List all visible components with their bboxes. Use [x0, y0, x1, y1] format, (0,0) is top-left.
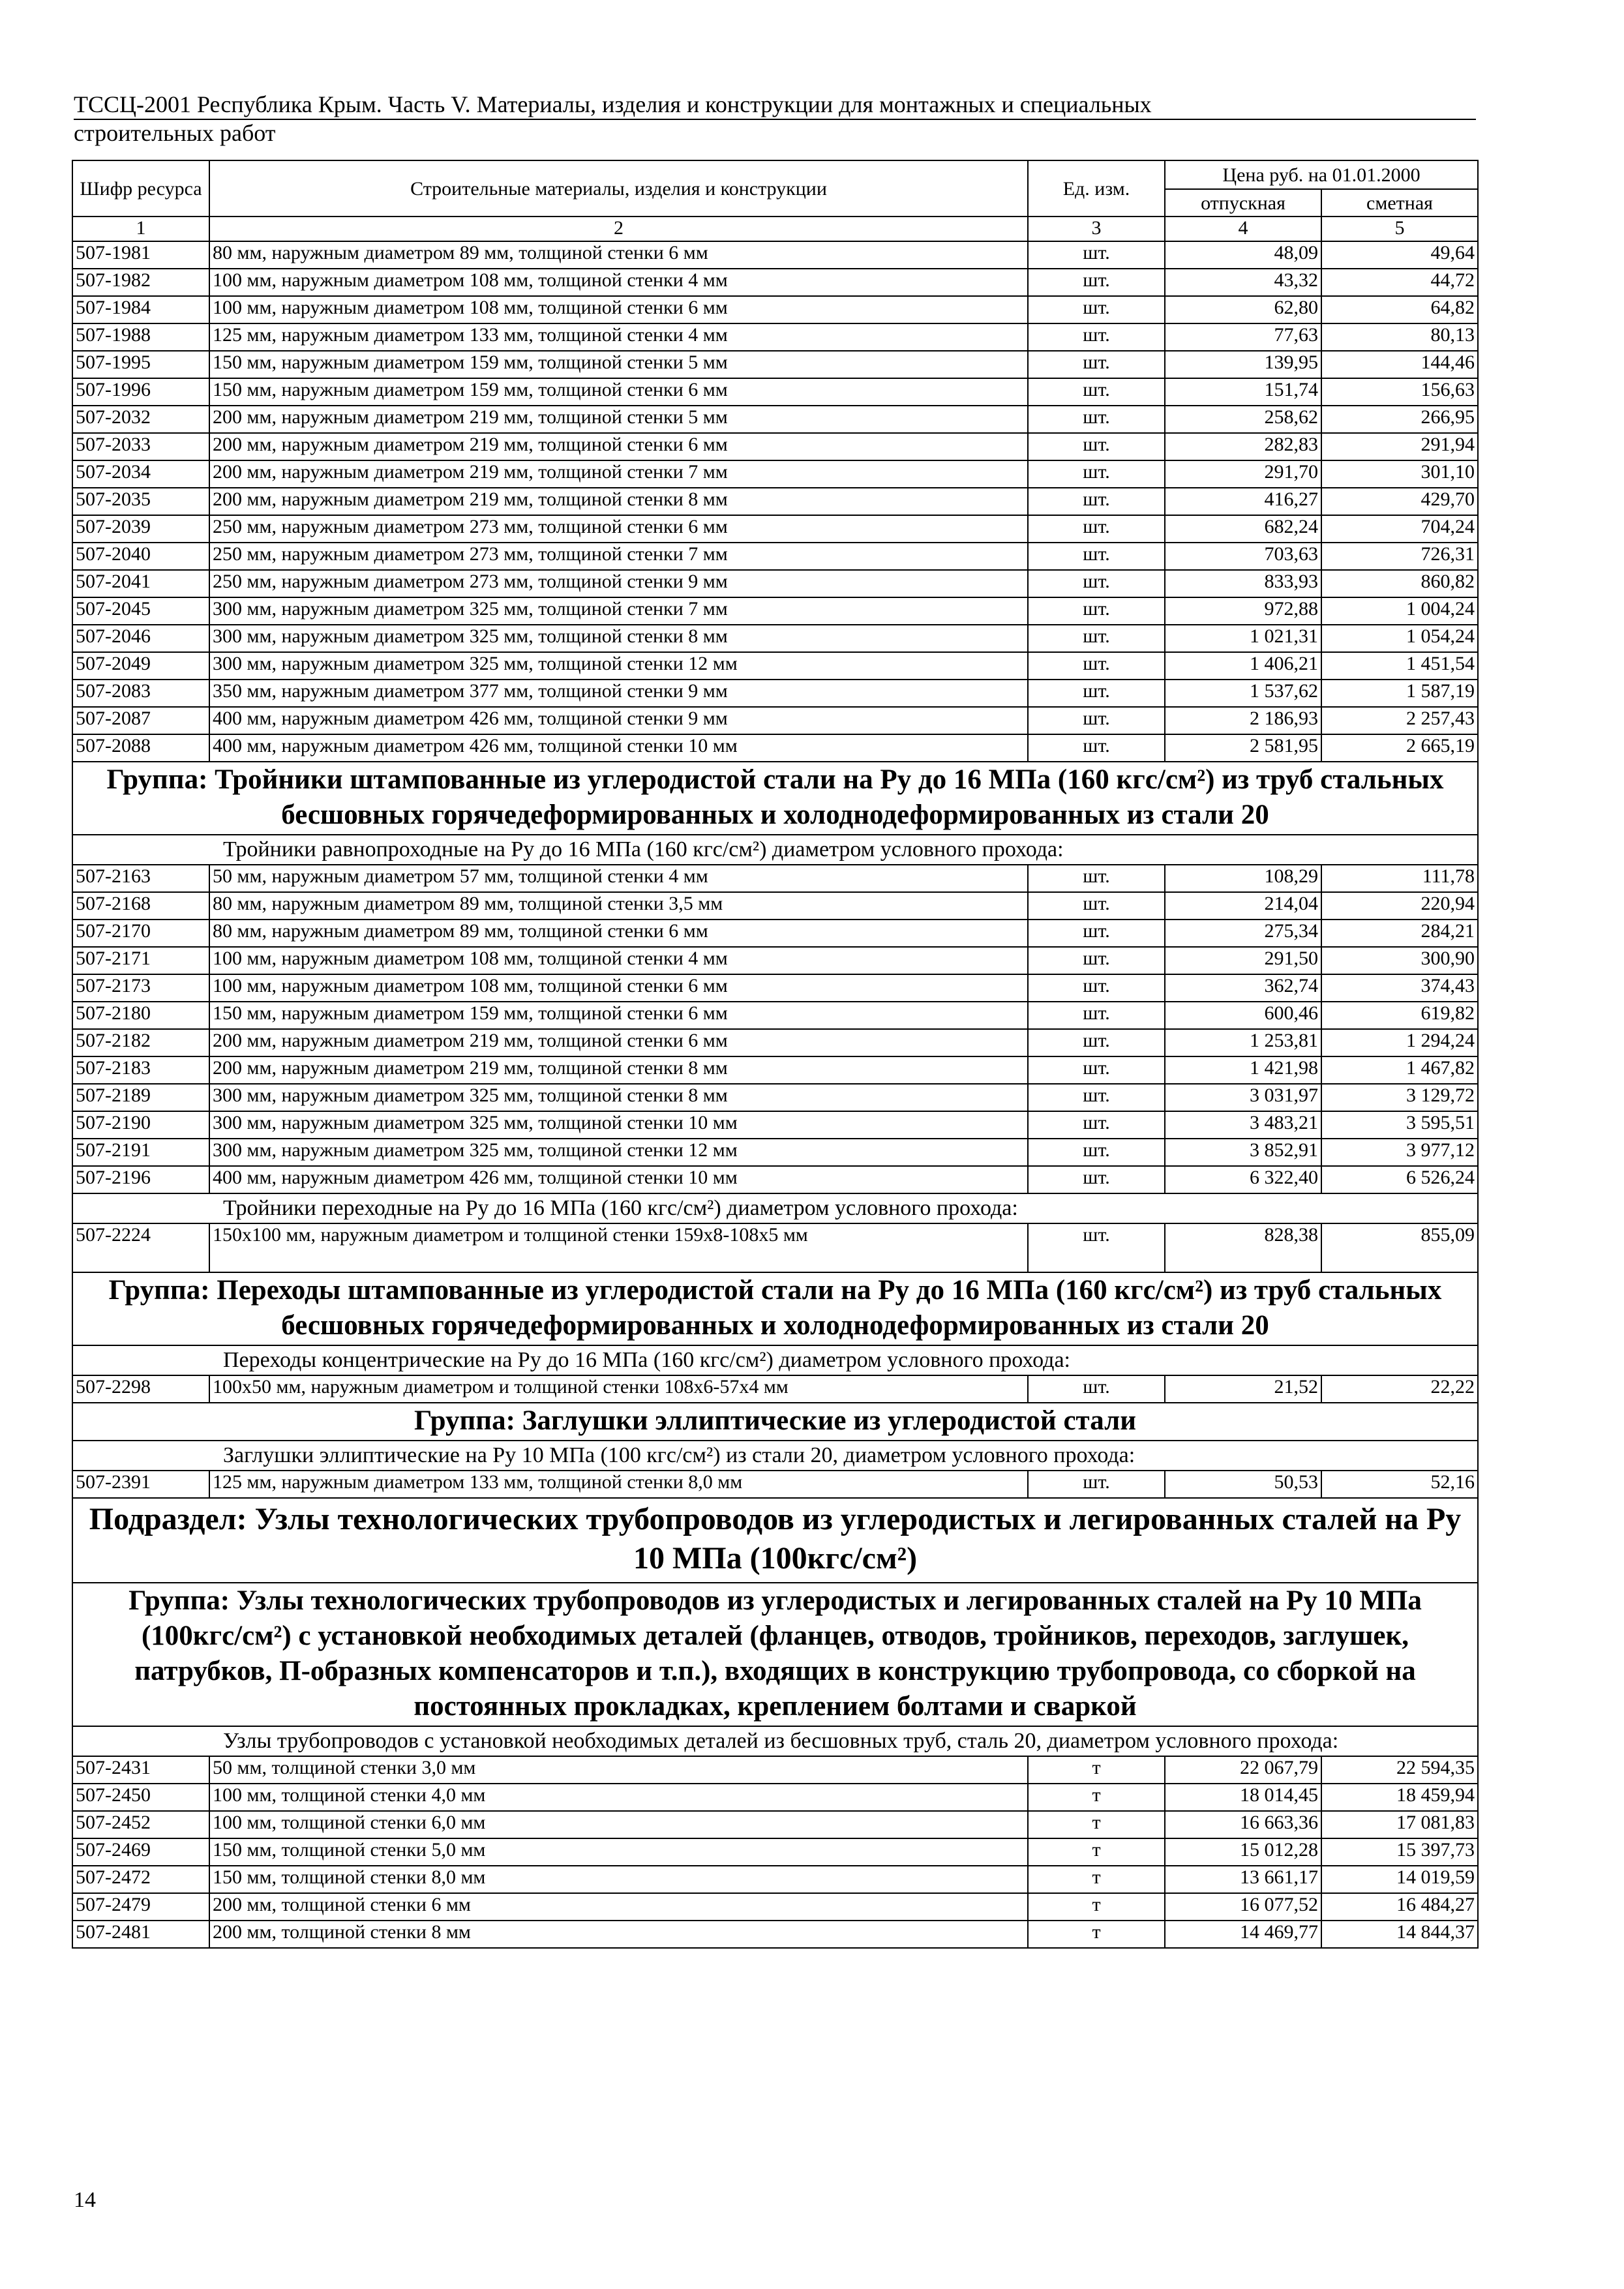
estimate-price: 619,82 — [1321, 1002, 1478, 1029]
resource-code: 507-2180 — [72, 1002, 209, 1029]
release-price: 1 421,98 — [1165, 1056, 1321, 1084]
estimate-price: 156,63 — [1321, 378, 1478, 406]
release-price: 1 253,81 — [1165, 1029, 1321, 1056]
estimate-price: 17 081,83 — [1321, 1811, 1478, 1838]
item-unit: шт. — [1028, 460, 1165, 488]
item-name: 100 мм, наружным диаметром 108 мм, толщиной стенки 6 мм — [209, 296, 1028, 323]
group-tees-reducing — [72, 1193, 1478, 1272]
estimate-price: 1 587,19 — [1321, 680, 1478, 707]
subgroup-title: Тройники равнопроходные на Ру до 16 МПа (160 кгс/см²) диаметром условного прохода: — [72, 835, 1478, 865]
item-name: 80 мм, наружным диаметром 89 мм, толщиной стенки 6 мм — [209, 241, 1028, 269]
table-row — [72, 296, 1478, 323]
release-price: 139,95 — [1165, 351, 1321, 378]
item-name: 300 мм, наружным диаметром 325 мм, толщиной стенки 8 мм — [209, 1084, 1028, 1111]
release-price: 833,93 — [1165, 570, 1321, 597]
item-name: 250 мм, наружным диаметром 273 мм, толщиной стенки 9 мм — [209, 570, 1028, 597]
estimate-price: 855,09 — [1321, 1223, 1478, 1272]
resource-code: 507-2049 — [72, 652, 209, 680]
col-header-release-price: отпускная — [1165, 189, 1321, 217]
item-unit: шт. — [1028, 543, 1165, 570]
item-unit: шт. — [1028, 269, 1165, 296]
resource-code: 507-1981 — [72, 241, 209, 269]
release-price: 77,63 — [1165, 323, 1321, 351]
resource-code: 507-2183 — [72, 1056, 209, 1084]
item-unit: шт. — [1028, 920, 1165, 947]
table-row — [72, 734, 1478, 762]
resource-code: 507-2189 — [72, 1084, 209, 1111]
item-name: 200 мм, толщиной стенки 8 мм — [209, 1921, 1028, 1948]
estimate-price: 860,82 — [1321, 570, 1478, 597]
table-row — [72, 1921, 1478, 1948]
release-price: 362,74 — [1165, 974, 1321, 1002]
item-unit: шт. — [1028, 652, 1165, 680]
resource-code: 507-2173 — [72, 974, 209, 1002]
column-number: 4 — [1165, 217, 1321, 241]
item-unit: шт. — [1028, 378, 1165, 406]
estimate-price: 22 594,35 — [1321, 1756, 1478, 1784]
item-unit: шт. — [1028, 1029, 1165, 1056]
resource-code: 507-2033 — [72, 433, 209, 460]
item-unit: шт. — [1028, 680, 1165, 707]
item-unit: шт. — [1028, 1139, 1165, 1166]
table-row — [72, 460, 1478, 488]
page-number: 14 — [74, 2188, 96, 2212]
item-name: 200 мм, толщиной стенки 6 мм — [209, 1893, 1028, 1921]
group-title: Группа: Тройники штампованные из углеродистой стали на Ру до 16 МПа (160 кгс/см²) из труб стальных бесшовных горячедеформированных и холоднодеформированных из стали 20 — [72, 762, 1478, 835]
estimate-price: 3 129,72 — [1321, 1084, 1478, 1111]
release-price: 275,34 — [1165, 920, 1321, 947]
resource-code: 507-2034 — [72, 460, 209, 488]
estimate-price: 144,46 — [1321, 351, 1478, 378]
item-unit: шт. — [1028, 1471, 1165, 1498]
resource-code: 507-2450 — [72, 1784, 209, 1811]
resource-code: 507-2039 — [72, 515, 209, 543]
item-unit: шт. — [1028, 734, 1165, 762]
release-price: 1 537,62 — [1165, 680, 1321, 707]
price-table — [72, 160, 1479, 1949]
item-unit: шт. — [1028, 241, 1165, 269]
group-caps — [72, 1403, 1478, 1498]
item-name: 100 мм, толщиной стенки 4,0 мм — [209, 1784, 1028, 1811]
item-name: 250 мм, наружным диаметром 273 мм, толщиной стенки 6 мм — [209, 515, 1028, 543]
table-row — [72, 1893, 1478, 1921]
release-price: 2 581,95 — [1165, 734, 1321, 762]
item-unit: шт. — [1028, 570, 1165, 597]
item-unit: шт. — [1028, 323, 1165, 351]
estimate-price: 2 257,43 — [1321, 707, 1478, 734]
resource-code: 507-2391 — [72, 1471, 209, 1498]
resource-code: 507-2087 — [72, 707, 209, 734]
release-price: 600,46 — [1165, 1002, 1321, 1029]
table-row — [72, 652, 1478, 680]
item-name: 150 мм, наружным диаметром 159 мм, толщиной стенки 6 мм — [209, 1002, 1028, 1029]
group-tees — [72, 762, 1478, 865]
table-head — [72, 160, 1478, 241]
item-name: 300 мм, наружным диаметром 325 мм, толщиной стенки 8 мм — [209, 625, 1028, 652]
item-name: 100 мм, наружным диаметром 108 мм, толщиной стенки 4 мм — [209, 947, 1028, 974]
release-price: 682,24 — [1165, 515, 1321, 543]
resource-code: 507-2191 — [72, 1139, 209, 1166]
item-name: 350 мм, наружным диаметром 377 мм, толщиной стенки 9 мм — [209, 680, 1028, 707]
estimate-price: 49,64 — [1321, 241, 1478, 269]
table-row — [72, 488, 1478, 515]
column-number: 1 — [72, 217, 209, 241]
table-row — [72, 570, 1478, 597]
item-unit: шт. — [1028, 351, 1165, 378]
table-row — [72, 920, 1478, 947]
item-unit: шт. — [1028, 1111, 1165, 1139]
group-title: Группа: Заглушки эллиптические из углеродистой стали — [72, 1403, 1478, 1441]
table-row — [72, 1002, 1478, 1029]
item-unit: шт. — [1028, 625, 1165, 652]
resource-code: 507-2190 — [72, 1111, 209, 1139]
estimate-price: 301,10 — [1321, 460, 1478, 488]
item-unit: шт. — [1028, 1375, 1165, 1403]
column-number: 5 — [1321, 217, 1478, 241]
item-name: 80 мм, наружным диаметром 89 мм, толщиной стенки 6 мм — [209, 920, 1028, 947]
estimate-price: 300,90 — [1321, 947, 1478, 974]
item-name: 50 мм, наружным диаметром 57 мм, толщиной стенки 4 мм — [209, 865, 1028, 892]
item-unit: шт. — [1028, 406, 1165, 433]
resource-code: 507-2479 — [72, 1893, 209, 1921]
section-tees-equal — [72, 865, 1478, 1193]
estimate-price: 284,21 — [1321, 920, 1478, 947]
table-row — [72, 1084, 1478, 1111]
release-price: 108,29 — [1165, 865, 1321, 892]
header-title-line-2: строительных работ — [74, 120, 276, 146]
release-price: 703,63 — [1165, 543, 1321, 570]
estimate-price: 3 595,51 — [1321, 1111, 1478, 1139]
release-price: 416,27 — [1165, 488, 1321, 515]
release-price: 3 852,91 — [1165, 1139, 1321, 1166]
table-row — [72, 597, 1478, 625]
estimate-price: 14 019,59 — [1321, 1866, 1478, 1893]
table-row — [72, 1471, 1478, 1498]
table-row — [72, 625, 1478, 652]
item-unit: шт. — [1028, 892, 1165, 920]
estimate-price: 291,94 — [1321, 433, 1478, 460]
col-header-estimate-price: сметная — [1321, 189, 1478, 217]
resource-code: 507-2088 — [72, 734, 209, 762]
resource-code: 507-2041 — [72, 570, 209, 597]
estimate-price: 374,43 — [1321, 974, 1478, 1002]
item-unit: шт. — [1028, 1223, 1165, 1272]
item-name: 100 мм, толщиной стенки 6,0 мм — [209, 1811, 1028, 1838]
resource-code: 507-2045 — [72, 597, 209, 625]
resource-code: 507-2224 — [72, 1223, 209, 1272]
subsection-nodes — [72, 1498, 1478, 1756]
estimate-price: 18 459,94 — [1321, 1784, 1478, 1811]
resource-code: 507-2481 — [72, 1921, 209, 1948]
item-name: 300 мм, наружным диаметром 325 мм, толщиной стенки 10 мм — [209, 1111, 1028, 1139]
table-row — [72, 1111, 1478, 1139]
estimate-price: 64,82 — [1321, 296, 1478, 323]
item-name: 400 мм, наружным диаметром 426 мм, толщиной стенки 10 мм — [209, 734, 1028, 762]
item-unit: шт. — [1028, 1166, 1165, 1193]
item-name: 150x100 мм, наружным диаметром и толщиной стенки 159x8-108x5 мм — [209, 1223, 1028, 1272]
release-price: 151,74 — [1165, 378, 1321, 406]
table-row — [72, 1223, 1478, 1272]
release-price: 16 077,52 — [1165, 1893, 1321, 1921]
table-row — [72, 974, 1478, 1002]
table-row — [72, 406, 1478, 433]
release-price: 13 661,17 — [1165, 1866, 1321, 1893]
resource-code: 507-2163 — [72, 865, 209, 892]
col-header-code: Шифр ресурса — [72, 160, 209, 217]
column-number-row — [72, 217, 1478, 241]
subgroup-title: Тройники переходные на Ру до 16 МПа (160 кгс/см²) диаметром условного прохода: — [72, 1193, 1478, 1223]
estimate-price: 15 397,73 — [1321, 1838, 1478, 1866]
item-name: 400 мм, наружным диаметром 426 мм, толщиной стенки 9 мм — [209, 707, 1028, 734]
item-name: 200 мм, наружным диаметром 219 мм, толщиной стенки 5 мм — [209, 406, 1028, 433]
resource-code: 507-2472 — [72, 1866, 209, 1893]
item-unit: шт. — [1028, 296, 1165, 323]
estimate-price: 726,31 — [1321, 543, 1478, 570]
table-row — [72, 1838, 1478, 1866]
item-unit: шт. — [1028, 947, 1165, 974]
release-price: 3 031,97 — [1165, 1084, 1321, 1111]
table-row — [72, 707, 1478, 734]
estimate-price: 16 484,27 — [1321, 1893, 1478, 1921]
resource-code: 507-2431 — [72, 1756, 209, 1784]
table-row — [72, 351, 1478, 378]
estimate-price: 1 004,24 — [1321, 597, 1478, 625]
section-pipeline-nodes — [72, 1756, 1478, 1948]
estimate-price: 22,22 — [1321, 1375, 1478, 1403]
resource-code: 507-1996 — [72, 378, 209, 406]
table-row — [72, 543, 1478, 570]
item-name: 250 мм, наружным диаметром 273 мм, толщиной стенки 7 мм — [209, 543, 1028, 570]
item-name: 300 мм, наружным диаметром 325 мм, толщиной стенки 7 мм — [209, 597, 1028, 625]
subgroup-title: Переходы концентрические на Ру до 16 МПа (160 кгс/см²) диаметром условного прохода: — [72, 1345, 1478, 1375]
item-unit: шт. — [1028, 974, 1165, 1002]
release-price: 14 469,77 — [1165, 1921, 1321, 1948]
estimate-price: 1 294,24 — [1321, 1029, 1478, 1056]
resource-code: 507-1984 — [72, 296, 209, 323]
release-price: 22 067,79 — [1165, 1756, 1321, 1784]
release-price: 15 012,28 — [1165, 1838, 1321, 1866]
table-row — [72, 1166, 1478, 1193]
item-name: 150 мм, толщиной стенки 8,0 мм — [209, 1866, 1028, 1893]
estimate-price: 2 665,19 — [1321, 734, 1478, 762]
resource-code: 507-1995 — [72, 351, 209, 378]
table-row — [72, 515, 1478, 543]
estimate-price: 80,13 — [1321, 323, 1478, 351]
estimate-price: 220,94 — [1321, 892, 1478, 920]
table-row — [72, 865, 1478, 892]
item-unit: шт. — [1028, 597, 1165, 625]
item-name: 200 мм, наружным диаметром 219 мм, толщиной стенки 7 мм — [209, 460, 1028, 488]
release-price: 16 663,36 — [1165, 1811, 1321, 1838]
item-name: 200 мм, наружным диаметром 219 мм, толщиной стенки 6 мм — [209, 1029, 1028, 1056]
item-name: 80 мм, наружным диаметром 89 мм, толщиной стенки 3,5 мм — [209, 892, 1028, 920]
estimate-price: 44,72 — [1321, 269, 1478, 296]
item-unit: т — [1028, 1756, 1165, 1784]
item-unit: т — [1028, 1784, 1165, 1811]
table-row — [72, 1811, 1478, 1838]
release-price: 6 322,40 — [1165, 1166, 1321, 1193]
item-name: 300 мм, наружным диаметром 325 мм, толщиной стенки 12 мм — [209, 652, 1028, 680]
header-rule — [74, 119, 1476, 120]
release-price: 972,88 — [1165, 597, 1321, 625]
table-row — [72, 241, 1478, 269]
item-name: 200 мм, наружным диаметром 219 мм, толщиной стенки 8 мм — [209, 1056, 1028, 1084]
item-unit: т — [1028, 1893, 1165, 1921]
resource-code: 507-2035 — [72, 488, 209, 515]
resource-code: 507-2168 — [72, 892, 209, 920]
item-name: 150 мм, наружным диаметром 159 мм, толщиной стенки 5 мм — [209, 351, 1028, 378]
table-row — [72, 892, 1478, 920]
resource-code: 507-2083 — [72, 680, 209, 707]
item-name: 100x50 мм, наружным диаметром и толщиной стенки 108x6-57x4 мм — [209, 1375, 1028, 1403]
item-name: 125 мм, наружным диаметром 133 мм, толщиной стенки 8,0 мм — [209, 1471, 1028, 1498]
item-unit: шт. — [1028, 1002, 1165, 1029]
col-header-price: Цена руб. на 01.01.2000 — [1165, 160, 1478, 189]
estimate-price: 266,95 — [1321, 406, 1478, 433]
table-row — [72, 1375, 1478, 1403]
release-price: 18 014,45 — [1165, 1784, 1321, 1811]
column-number: 2 — [209, 217, 1028, 241]
estimate-price: 111,78 — [1321, 865, 1478, 892]
group-reducers — [72, 1272, 1478, 1403]
resource-code: 507-2469 — [72, 1838, 209, 1866]
item-name: 150 мм, толщиной стенки 5,0 мм — [209, 1838, 1028, 1866]
release-price: 1 406,21 — [1165, 652, 1321, 680]
col-header-name: Строительные материалы, изделия и конструкции — [209, 160, 1028, 217]
item-name: 100 мм, наружным диаметром 108 мм, толщиной стенки 4 мм — [209, 269, 1028, 296]
resource-code: 507-2170 — [72, 920, 209, 947]
item-unit: шт. — [1028, 865, 1165, 892]
item-unit: т — [1028, 1866, 1165, 1893]
table-row — [72, 269, 1478, 296]
table-row — [72, 1139, 1478, 1166]
table-row — [72, 1756, 1478, 1784]
estimate-price: 704,24 — [1321, 515, 1478, 543]
table-row — [72, 680, 1478, 707]
item-name: 200 мм, наружным диаметром 219 мм, толщиной стенки 6 мм — [209, 433, 1028, 460]
item-unit: т — [1028, 1811, 1165, 1838]
table-row — [72, 1866, 1478, 1893]
table-row — [72, 947, 1478, 974]
item-name: 400 мм, наружным диаметром 426 мм, толщиной стенки 10 мм — [209, 1166, 1028, 1193]
table-row — [72, 1056, 1478, 1084]
item-unit: шт. — [1028, 1056, 1165, 1084]
estimate-price: 1 451,54 — [1321, 652, 1478, 680]
estimate-price: 6 526,24 — [1321, 1166, 1478, 1193]
subgroup-title: Заглушки эллиптические на Ру 10 МПа (100 кгс/см²) из стали 20, диаметром условного прохода: — [72, 1441, 1478, 1471]
release-price: 62,80 — [1165, 296, 1321, 323]
item-unit: шт. — [1028, 433, 1165, 460]
group-title: Группа: Переходы штампованные из углеродистой стали на Ру до 16 МПа (160 кгс/см²) из труб стальных бесшовных горячедеформированных и холоднодеформированных из стали 20 — [72, 1272, 1478, 1345]
resource-code: 507-2182 — [72, 1029, 209, 1056]
item-name: 200 мм, наружным диаметром 219 мм, толщиной стенки 8 мм — [209, 488, 1028, 515]
item-unit: шт. — [1028, 515, 1165, 543]
estimate-price: 1 054,24 — [1321, 625, 1478, 652]
header-title-line-1: ТССЦ-2001 Республика Крым. Часть V. Материалы, изделия и конструкции для монтажных и специальных — [74, 91, 1152, 117]
subsection-title: Подраздел: Узлы технологических трубопроводов из углеродистых и легированных сталей на Ру 10 МПа (100кгс/см²) — [72, 1498, 1478, 1583]
item-unit: шт. — [1028, 488, 1165, 515]
resource-code: 507-1982 — [72, 269, 209, 296]
release-price: 3 483,21 — [1165, 1111, 1321, 1139]
column-number: 3 — [1028, 217, 1165, 241]
resource-code: 507-2171 — [72, 947, 209, 974]
col-header-unit: Ед. изм. — [1028, 160, 1165, 217]
resource-code: 507-2298 — [72, 1375, 209, 1403]
table-row — [72, 1029, 1478, 1056]
release-price: 828,38 — [1165, 1223, 1321, 1272]
release-price: 43,32 — [1165, 269, 1321, 296]
release-price: 50,53 — [1165, 1471, 1321, 1498]
item-unit: шт. — [1028, 1084, 1165, 1111]
estimate-price: 1 467,82 — [1321, 1056, 1478, 1084]
release-price: 258,62 — [1165, 406, 1321, 433]
release-price: 291,50 — [1165, 947, 1321, 974]
table-row — [72, 1784, 1478, 1811]
table-row — [72, 378, 1478, 406]
release-price: 2 186,93 — [1165, 707, 1321, 734]
resource-code: 507-2452 — [72, 1811, 209, 1838]
resource-code: 507-2032 — [72, 406, 209, 433]
item-unit: т — [1028, 1921, 1165, 1948]
release-price: 48,09 — [1165, 241, 1321, 269]
subgroup-title: Узлы трубопроводов с установкой необходимых деталей из бесшовных труб, сталь 20, диаметром условного прохода: — [72, 1726, 1478, 1756]
release-price: 1 021,31 — [1165, 625, 1321, 652]
resource-code: 507-2196 — [72, 1166, 209, 1193]
group-title: Группа: Узлы технологических трубопроводов из углеродистых и легированных сталей на Ру 10 МПа (100кгс/см²) с установкой необходимых деталей (фланцев, отводов, тройников, переходов, заглушек, патрубков, П-образных компенсаторов и т.п.), входящих в конструкцию трубопровода, со сборкой на постоянных прокладках, креплением болтами и сваркой — [72, 1583, 1478, 1726]
item-unit: шт. — [1028, 707, 1165, 734]
item-name: 50 мм, толщиной стенки 3,0 мм — [209, 1756, 1028, 1784]
item-unit: т — [1028, 1838, 1165, 1866]
resource-code: 507-2046 — [72, 625, 209, 652]
estimate-price: 429,70 — [1321, 488, 1478, 515]
item-name: 125 мм, наружным диаметром 133 мм, толщиной стенки 4 мм — [209, 323, 1028, 351]
release-price: 21,52 — [1165, 1375, 1321, 1403]
estimate-price: 52,16 — [1321, 1471, 1478, 1498]
resource-code: 507-1988 — [72, 323, 209, 351]
release-price: 214,04 — [1165, 892, 1321, 920]
item-name: 100 мм, наружным диаметром 108 мм, толщиной стенки 6 мм — [209, 974, 1028, 1002]
item-name: 300 мм, наружным диаметром 325 мм, толщиной стенки 12 мм — [209, 1139, 1028, 1166]
table-row — [72, 323, 1478, 351]
table-row — [72, 433, 1478, 460]
estimate-price: 3 977,12 — [1321, 1139, 1478, 1166]
section-pipes-continued — [72, 241, 1478, 762]
resource-code: 507-2040 — [72, 543, 209, 570]
estimate-price: 14 844,37 — [1321, 1921, 1478, 1948]
release-price: 291,70 — [1165, 460, 1321, 488]
item-name: 150 мм, наружным диаметром 159 мм, толщиной стенки 6 мм — [209, 378, 1028, 406]
release-price: 282,83 — [1165, 433, 1321, 460]
